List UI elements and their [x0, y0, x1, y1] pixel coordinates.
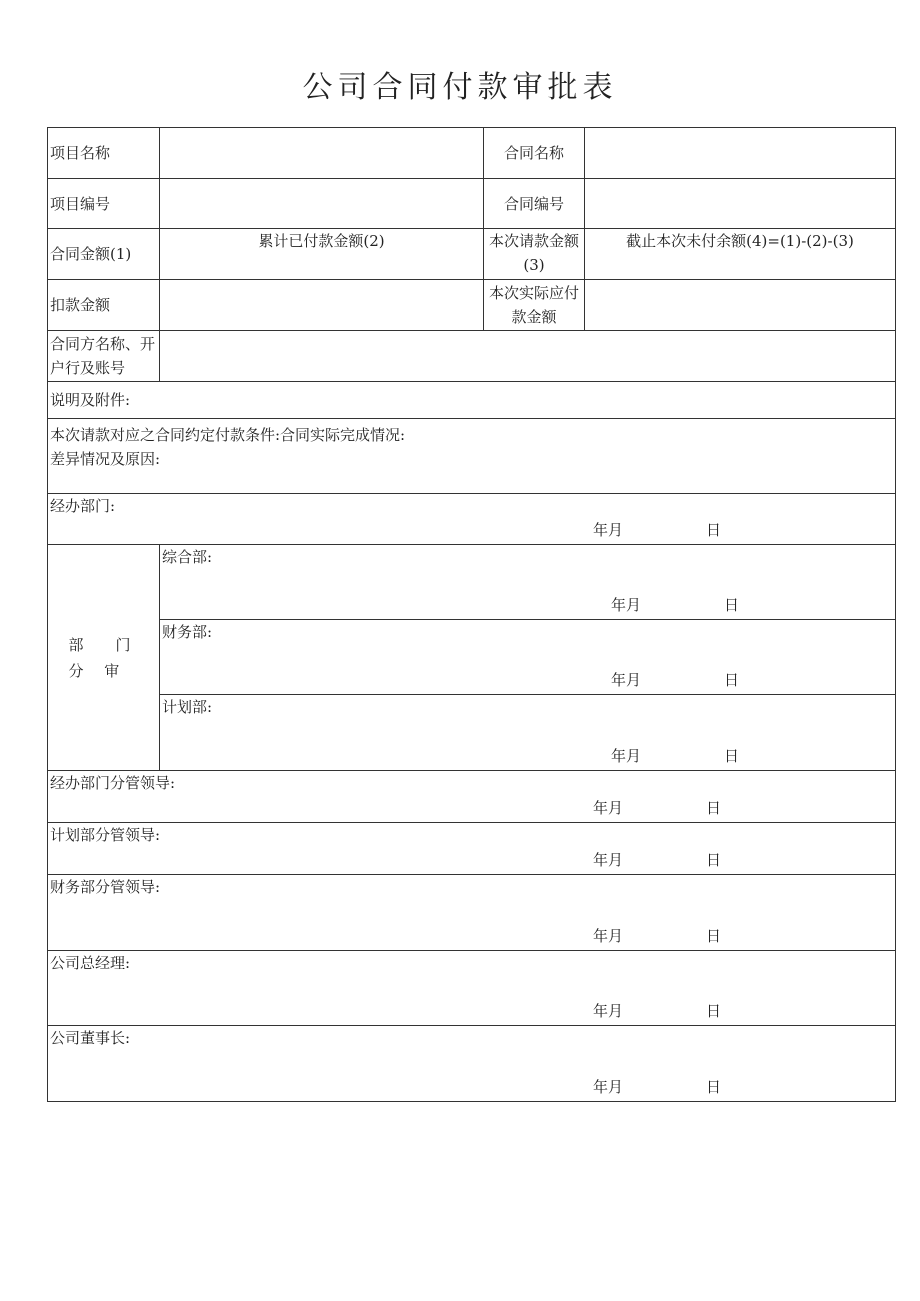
field-project-no[interactable] [160, 179, 484, 229]
chairman-label: 公司董事长: [50, 1029, 131, 1047]
date-month: 年月 [593, 521, 624, 539]
date-month: 年月 [611, 747, 642, 765]
page-title: 公司合同付款审批表 [302, 70, 618, 105]
notes-row: 说明及附件: [48, 382, 896, 419]
label-project-name: 项目名称 [48, 128, 160, 179]
conditions-line-2: 差异情况及原因: [50, 450, 161, 468]
label-contract-no: 合同编号 [484, 179, 585, 229]
date-day: 日 [706, 799, 722, 817]
date-month: 年月 [611, 596, 642, 614]
dept-review-label: 部 门 分 审 [48, 545, 160, 771]
date-day: 日 [724, 671, 740, 689]
label-unpaid-balance: 截止本次未付余额(4)=(1)-(2)-(3) [585, 229, 896, 280]
field-contract-name[interactable] [585, 128, 896, 179]
handling-leader-row [48, 771, 896, 823]
label-request-amount: 本次请款金额(3) [484, 229, 585, 280]
label-project-no: 项目编号 [48, 179, 160, 229]
general-dept-row [160, 545, 896, 620]
planning-leader-row [48, 823, 896, 875]
field-contract-no[interactable] [585, 179, 896, 229]
planning-dept-row [160, 695, 896, 771]
label-party-info: 合同方名称、开户行及账号 [48, 331, 160, 382]
field-deduction[interactable] [160, 280, 484, 331]
planning-leader-label: 计划部分管领导: [50, 826, 161, 844]
date-month: 年月 [593, 927, 624, 945]
date-month: 年月 [593, 1078, 624, 1096]
general-dept-label: 综合部: [162, 548, 213, 566]
general-manager-row [48, 951, 896, 1026]
finance-dept-row [160, 620, 896, 695]
field-project-name[interactable] [160, 128, 484, 179]
date-day: 日 [706, 1078, 722, 1096]
date-day: 日 [724, 596, 740, 614]
finance-dept-label: 财务部: [162, 623, 213, 641]
planning-dept-label: 计划部: [162, 698, 213, 716]
date-month: 年月 [593, 851, 624, 869]
handling-dept-label: 经办部门: [50, 497, 116, 515]
chairman-row [48, 1026, 896, 1102]
label-deduction: 扣款金额 [48, 280, 160, 331]
field-party-info[interactable] [160, 331, 896, 382]
conditions-line-1: 本次请款对应之合同约定付款条件:合同实际完成情况: [50, 426, 406, 444]
label-actual-payable: 本次实际应付款金额 [484, 280, 585, 331]
label-paid-total: 累计已付款金额(2) [160, 229, 484, 280]
label-contract-amount: 合同金额(1) [48, 229, 160, 280]
field-actual-payable[interactable] [585, 280, 896, 331]
handling-leader-label: 经办部门分管领导: [50, 774, 176, 792]
conditions-row [48, 419, 896, 494]
approval-form-table [47, 127, 896, 1102]
handling-dept-row [48, 494, 896, 545]
finance-leader-row [48, 875, 896, 951]
date-day: 日 [706, 521, 722, 539]
date-day: 日 [724, 747, 740, 765]
general-manager-label: 公司总经理: [50, 954, 131, 972]
date-day: 日 [706, 927, 722, 945]
date-month: 年月 [593, 1002, 624, 1020]
finance-leader-label: 财务部分管领导: [50, 878, 161, 896]
date-month: 年月 [593, 799, 624, 817]
date-day: 日 [706, 1002, 722, 1020]
label-contract-name: 合同名称 [484, 128, 585, 179]
date-month: 年月 [611, 671, 642, 689]
date-day: 日 [706, 851, 722, 869]
